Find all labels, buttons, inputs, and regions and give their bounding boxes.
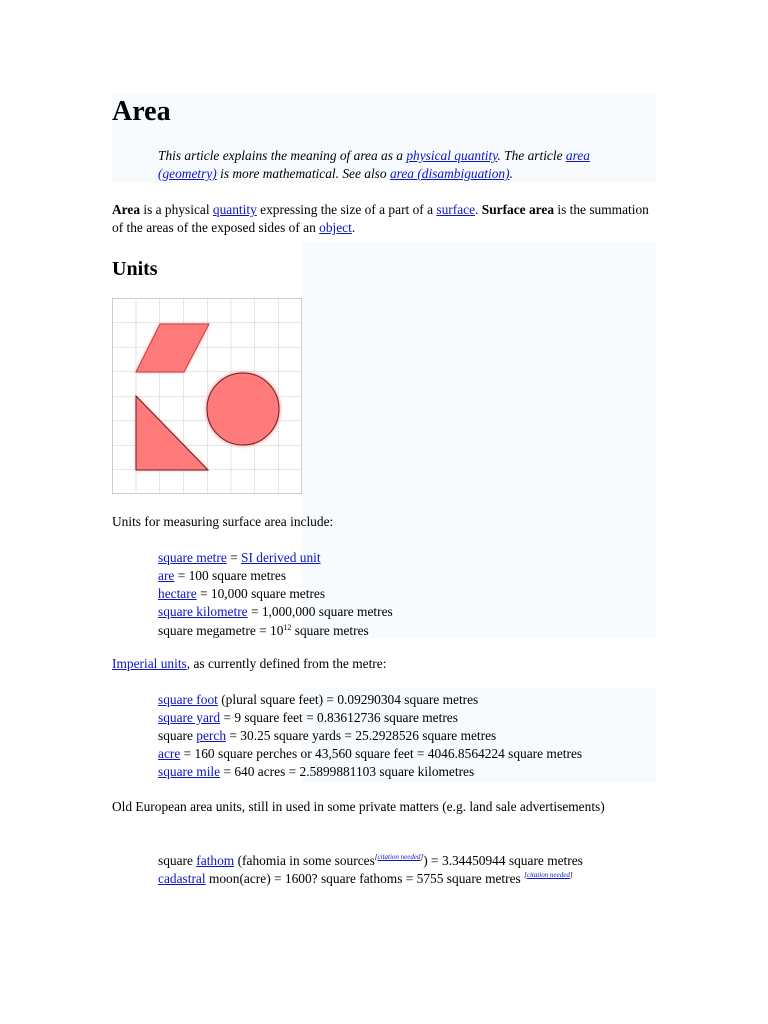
link-are[interactable]: are	[158, 568, 175, 583]
link-square-mile[interactable]: square mile	[158, 764, 221, 779]
area-shapes-image	[112, 298, 302, 494]
list-item: square fathom (fahomia in some sources[citation needed]) = 3.34450944 square metres	[158, 853, 583, 868]
imperial-units-list	[158, 691, 658, 781]
area-shapes-illustration	[112, 298, 302, 494]
list-item: square kilometre = 1,000,000 square metres	[158, 604, 393, 619]
link-square-kilometre[interactable]: square kilometre	[158, 604, 248, 619]
list-item: square foot (plural square feet) = 0.09290304 square metres	[158, 692, 479, 707]
link-perch[interactable]: perch	[196, 728, 227, 743]
link-physical-quantity[interactable]: physical quantity	[406, 148, 498, 163]
circle-shape	[206, 372, 280, 446]
link-square-yard[interactable]: square yard	[158, 710, 221, 725]
units-heading: Units	[112, 258, 158, 280]
list-item: square megametre = $10^{12}$ square metres	[158, 623, 369, 638]
link-area-disambiguation[interactable]: area (disambiguation)	[389, 166, 510, 181]
imperial-intro: Imperial units, as currently defined from the metre:	[112, 656, 387, 671]
list-item: square yard = 9 square feet = 0.83612736 square metres	[158, 710, 458, 725]
citation-needed-link[interactable]: citation needed	[377, 853, 421, 861]
list-item: are = 100 square metres	[158, 568, 287, 583]
link-surface[interactable]: surface	[436, 202, 476, 217]
link-square-foot[interactable]: square foot	[158, 692, 218, 707]
citation-needed-link[interactable]: citation needed	[526, 871, 570, 879]
page-title: Area	[112, 96, 171, 127]
list-item: square perch = 30.25 square yards = 25.2928526 square metres	[158, 728, 497, 743]
link-square-metre[interactable]: square metre	[158, 550, 227, 565]
link-area-geometry[interactable]: area (geometry)	[158, 148, 590, 181]
link-cadastral[interactable]: cadastral	[158, 871, 206, 886]
list-item: square mile = 640 acres = 2.5899881103 square kilometres	[158, 764, 475, 779]
intro-paragraph: Area is a physical quantity expressing the size of a part of a surface. Surface area is the summation of the areas of the exposed sides of an object.	[112, 202, 649, 235]
list-item: square metre = SI derived unit	[158, 550, 321, 565]
list-item: acre = 160 square perches or 43,560 square feet = 4046.8564224 square metres	[158, 746, 583, 761]
link-imperial-units[interactable]: Imperial units	[112, 656, 187, 671]
hatnote: This article explains the meaning of area as a physical quantity. The article area (geometry) is more mathematical. See also area (disambiguation).	[158, 148, 590, 181]
link-fathom[interactable]: fathom	[196, 853, 235, 868]
link-acre[interactable]: acre	[158, 746, 181, 761]
european-units-list	[158, 852, 658, 888]
link-object[interactable]: object	[319, 220, 352, 235]
link-hectare[interactable]: hectare	[158, 586, 197, 601]
link-quantity[interactable]: quantity	[212, 202, 257, 217]
list-item: hectare = 10,000 square metres	[158, 586, 326, 601]
si-units-list	[158, 549, 658, 640]
european-intro: Old European area units, still in used in some private matters (e.g. land sale advertisements)	[112, 799, 605, 814]
link-si-derived-unit[interactable]: SI derived unit	[241, 550, 321, 565]
list-item: cadastral moon(acre) = 1600? square fathoms = 5755 square metres [citation needed]	[158, 871, 573, 886]
units-intro: Units for measuring surface area include:	[112, 514, 334, 529]
